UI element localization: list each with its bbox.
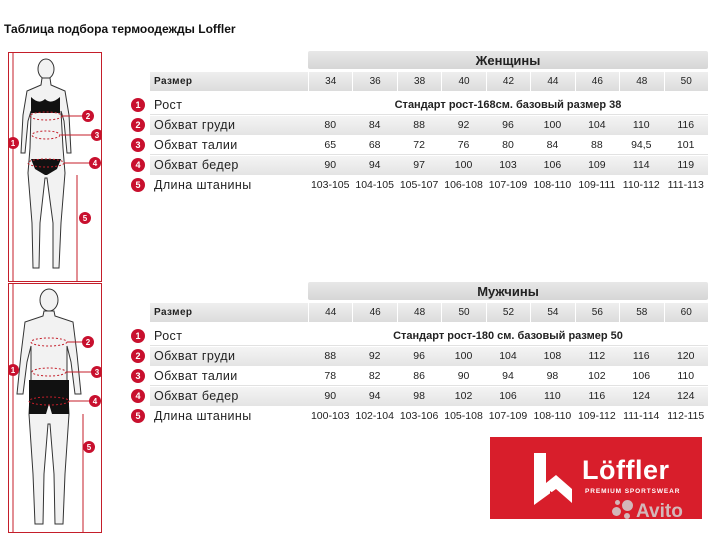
size-cell: 46 [575, 72, 619, 91]
svg-text:4: 4 [92, 397, 98, 406]
table-cell: 108 [543, 350, 562, 362]
table-cell: 109-111 [578, 179, 616, 191]
men-chest-row [128, 347, 708, 366]
table-cell: 98 [413, 390, 425, 402]
row-label: Рост [154, 329, 183, 343]
row-number-badge: 5 [131, 409, 145, 423]
size-cell: 46 [352, 303, 396, 322]
men-hips-row [128, 387, 708, 406]
table-cell: 111-114 [623, 410, 660, 422]
watermark-text: Avito [636, 501, 683, 522]
size-cell: 48 [619, 72, 663, 91]
table-cell: 80 [324, 119, 337, 131]
table-cell: 84 [546, 139, 559, 151]
table-cell: 106 [543, 159, 562, 171]
page-title: Таблица подбора термоодежды Loffler [4, 22, 236, 36]
row-label: Обхват груди [154, 349, 236, 363]
loffler-l-mark-icon [528, 453, 578, 505]
table-cell: 116 [588, 390, 606, 402]
woman-silhouette-icon [9, 53, 101, 281]
svg-text:1: 1 [10, 139, 16, 148]
table-cell: 110 [632, 119, 650, 131]
men-size-row [128, 303, 708, 322]
size-cell: 38 [397, 72, 441, 91]
size-label: Размер [154, 307, 193, 318]
row-number-badge: 5 [131, 178, 145, 192]
table-cell: 106 [499, 390, 517, 402]
svg-text:3: 3 [94, 368, 100, 377]
table-cell: 100 [454, 159, 473, 171]
table-cell: 112 [588, 350, 606, 362]
table-cell: 105-107 [399, 179, 439, 191]
table-cell: 97 [413, 159, 425, 171]
table-cell: 80 [502, 139, 514, 151]
table-cell: 102 [454, 390, 473, 402]
row-number-badge: 3 [131, 138, 145, 152]
svg-text:2: 2 [85, 338, 91, 347]
row-number-badge: 4 [131, 158, 145, 172]
table-cell: 106 [632, 370, 651, 382]
table-cell: 120 [676, 350, 695, 362]
table-cell: 100 [454, 350, 473, 362]
table-cell: 105-108 [444, 410, 483, 422]
table-cell: 90 [457, 370, 470, 382]
size-cell: 34 [308, 72, 352, 91]
table-cell: 84 [368, 119, 381, 131]
size-label: Размер [154, 76, 193, 87]
table-cell: 90 [324, 159, 337, 171]
row-number-badge: 4 [131, 389, 145, 403]
table-cell: 108-110 [533, 179, 572, 191]
svg-text:3: 3 [94, 131, 100, 140]
table-cell: 111-113 [667, 179, 704, 191]
table-cell: 116 [632, 350, 650, 362]
size-cell: 48 [397, 303, 441, 322]
table-cell: 86 [413, 370, 425, 382]
size-cell: 54 [530, 303, 574, 322]
table-cell: 101 [676, 139, 695, 151]
women-waist-row [128, 136, 708, 155]
table-cell: 88 [591, 139, 603, 151]
row-label: Длина штанины [154, 409, 252, 423]
table-cell: 98 [546, 370, 559, 382]
size-cell: 42 [486, 72, 530, 91]
women-figure [8, 52, 102, 282]
table-cell: 102-104 [355, 410, 394, 422]
table-cell: 103-106 [399, 410, 439, 422]
size-cell: 50 [441, 303, 485, 322]
size-cell: 50 [664, 72, 708, 91]
svg-text:5: 5 [82, 214, 88, 223]
women-inseam-row [128, 176, 708, 195]
merged-value: Стандарт рост-180 см. базовый размер 50 [393, 330, 623, 342]
row-number-badge: 2 [131, 118, 145, 132]
man-silhouette-icon [9, 284, 101, 532]
svg-text:5: 5 [86, 443, 92, 452]
men-figure [8, 283, 102, 533]
table-cell: 124 [632, 390, 651, 402]
svg-text:2: 2 [85, 112, 91, 121]
logo-tagline: PREMIUM SPORTSWEAR [585, 488, 681, 495]
table-cell: 94 [368, 390, 381, 402]
row-label: Рост [154, 98, 183, 112]
table-cell: 88 [324, 350, 337, 362]
table-cell: 88 [413, 119, 425, 131]
table-cell: 92 [368, 350, 381, 362]
table-cell: 107-109 [488, 179, 528, 191]
size-cell: 36 [352, 72, 396, 91]
logo-brand-text: Löffler [582, 455, 670, 485]
table-cell: 96 [413, 350, 425, 362]
men-height-row [128, 327, 708, 346]
row-label: Длина штанины [154, 178, 252, 192]
women-chest-row [128, 116, 708, 135]
table-cell: 100 [543, 119, 562, 131]
avito-dots-icon [612, 500, 634, 520]
size-cell: 44 [530, 72, 574, 91]
table-cell: 82 [368, 370, 381, 382]
table-cell: 114 [632, 159, 650, 171]
row-label: Обхват талии [154, 138, 238, 152]
men-inseam-row [128, 407, 708, 426]
table-cell: 76 [457, 139, 470, 151]
svg-text:4: 4 [92, 159, 98, 168]
table-cell: 68 [368, 139, 381, 151]
table-cell: 109 [588, 159, 606, 171]
men-table-title: Мужчины [477, 284, 539, 299]
size-cell: 44 [308, 303, 352, 322]
women-table-title: Женщины [475, 53, 541, 68]
row-number-badge: 2 [131, 349, 145, 363]
table-cell: 94 [368, 159, 381, 171]
table-cell: 107-109 [488, 410, 528, 422]
table-cell: 96 [502, 119, 514, 131]
row-label: Обхват бедер [154, 389, 239, 403]
row-number-badge: 1 [131, 329, 145, 343]
women-size-row [128, 72, 708, 91]
row-label: Обхват груди [154, 118, 236, 132]
size-cell: 40 [441, 72, 485, 91]
size-cell: 58 [619, 303, 663, 322]
table-cell: 124 [676, 390, 695, 402]
table-cell: 104 [499, 350, 517, 362]
men-waist-row [128, 367, 708, 386]
size-cell: 60 [664, 303, 708, 322]
table-cell: 100-103 [310, 410, 350, 422]
table-cell: 110 [544, 390, 561, 402]
row-number-badge: 3 [131, 369, 145, 383]
avito-watermark [612, 500, 683, 523]
table-cell: 103 [499, 159, 517, 171]
table-cell: 106-108 [444, 179, 483, 191]
size-cell: 52 [486, 303, 530, 322]
merged-value: Стандарт рост-168см. базовый размер 38 [394, 99, 622, 111]
row-number-badge: 1 [131, 98, 145, 112]
table-cell: 119 [677, 159, 695, 171]
row-label: Обхват бедер [154, 158, 239, 172]
table-cell: 110-112 [622, 179, 660, 191]
table-cell: 65 [324, 139, 337, 151]
table-cell: 72 [413, 139, 425, 151]
table-cell: 90 [324, 390, 337, 402]
table-cell: 116 [677, 119, 695, 131]
table-cell: 92 [457, 119, 470, 131]
women-hips-row [128, 156, 708, 175]
table-cell: 104 [588, 119, 606, 131]
women-height-row [128, 96, 708, 115]
size-cell: 56 [575, 303, 619, 322]
table-cell: 94 [502, 370, 514, 382]
table-cell: 104-105 [355, 179, 394, 191]
table-cell: 108-110 [533, 410, 572, 422]
row-label: Обхват талии [154, 369, 238, 383]
table-cell: 103-105 [310, 179, 350, 191]
table-cell: 94,5 [631, 139, 652, 151]
table-cell: 109-112 [577, 410, 616, 422]
table-cell: 78 [324, 370, 337, 382]
table-cell: 110 [677, 370, 695, 382]
table-cell: 112-115 [667, 410, 705, 422]
svg-text:1: 1 [10, 366, 16, 375]
table-cell: 102 [588, 370, 606, 382]
